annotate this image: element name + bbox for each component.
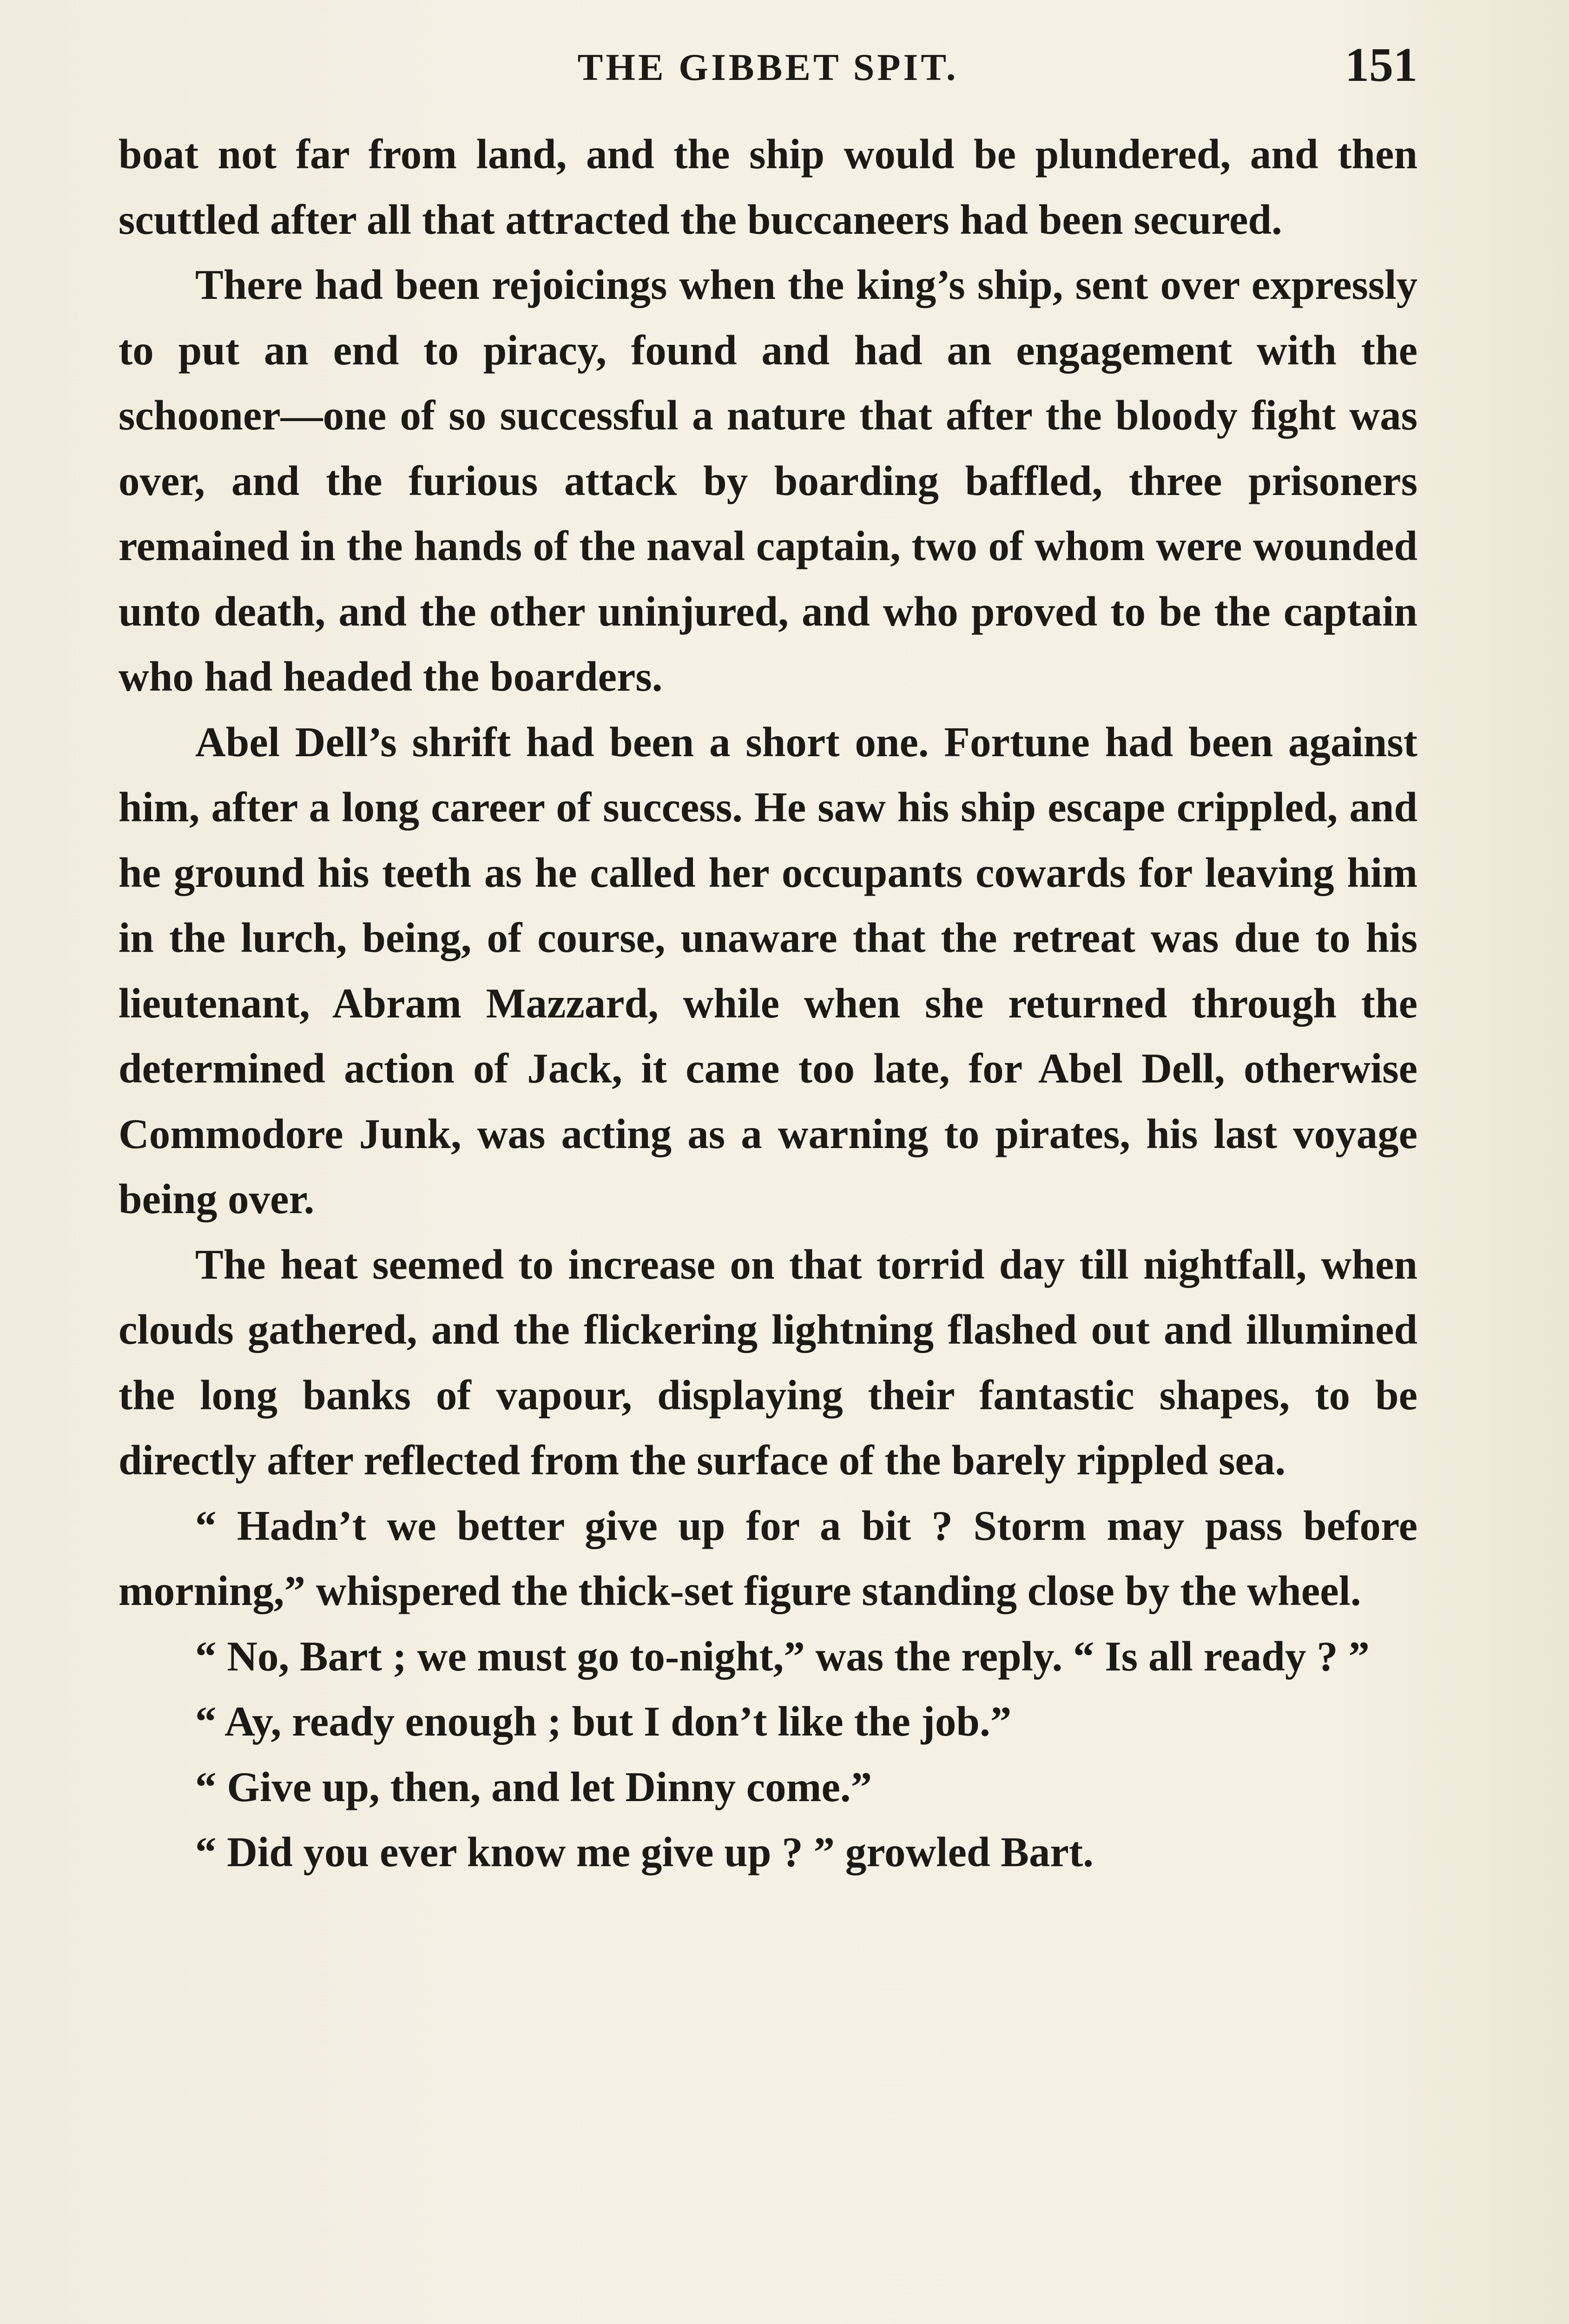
paragraph-7: “ Ay, ready enough ; but I don’t like the job.” — [195, 1698, 1012, 1745]
running-title: THE GIBBET SPIT. — [577, 46, 959, 88]
paragraph-3: Abel Dell’s shrift had been a short one. Fortune had been against him, after a long career of success. He saw his ship escape crippled, and he ground his teeth as he called her occupants cowards for leaving him in the lurch, being, of course, unaware that the retreat was due to his lieutenant, Abram Mazzard, while when she returned through the determined action of Jack, it came too late, for Abel Dell, otherwise Commodore Junk, was acting as a warning to pirates, his last voyage being over. — [119, 718, 1417, 1222]
page-header — [119, 37, 1417, 98]
paragraph-9: “ Did you ever know me give up ? ” growled Bart. — [195, 1829, 1094, 1875]
paragraph-4: The heat seemed to increase on that torrid day till nightfall, when clouds gathered, and the flickering lightning flashed out and illumined the long banks of vapour, displaying their fantastic shapes, to be directly after reflected from the surface of the barely rippled sea. — [119, 1241, 1417, 1484]
paragraph-5: “ Hadn’t we better give up for a bit ? Storm may pass before morning,” whispered the thick-set figure standing close by the wheel. — [119, 1502, 1417, 1614]
page-number: 151 — [1345, 38, 1417, 92]
paragraph-2: There had been rejoicings when the king’s ship, sent over expressly to put an end to piracy, found and had an engagement with the schooner—one of so successful a nature that after the bloody fight was over, and the furious attack by boarding baffled, three prisoners remained in the hands of the naval captain, two of whom were wounded unto death, and the other uninjured, and who proved to be the captain who had headed the boarders. — [119, 261, 1417, 700]
body-text — [119, 122, 1417, 1885]
paragraph-6: “ No, Bart ; we must go to-night,” was the reply. “ Is all ready ? ” — [195, 1632, 1370, 1680]
paragraph-8: “ Give up, then, and let Dinny come.” — [195, 1763, 872, 1810]
paragraph-1: boat not far from land, and the ship would be plundered, and then scuttled after all that attracted the buccaneers had been secured. — [119, 131, 1417, 243]
